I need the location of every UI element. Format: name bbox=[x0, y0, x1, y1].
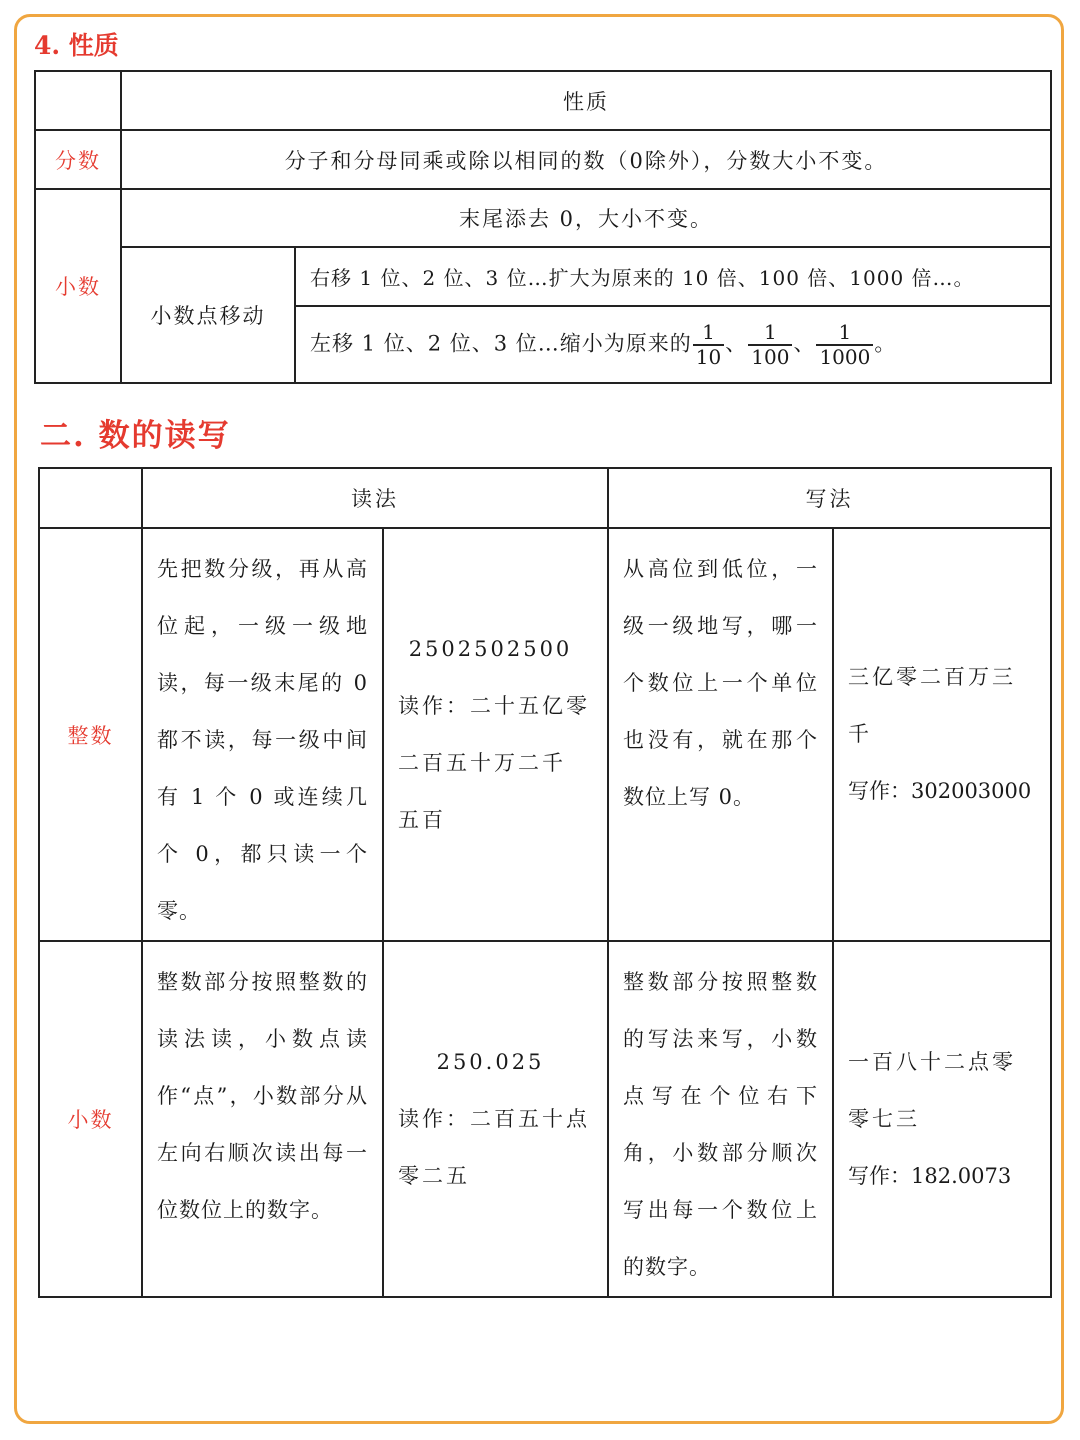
integer-write-line: 写作：302003000 bbox=[848, 779, 1032, 803]
decimal-read-line: 零二五 bbox=[398, 1163, 470, 1188]
read-write-table bbox=[38, 467, 1052, 1298]
header-empty-cell bbox=[39, 468, 142, 528]
integer-read-rule: 先把数分级，再从高位起，一级一级地读，每一级末尾的 0 都不读，每一级中间有 1 个 0 或连续几个 0，都只读一个零。 bbox=[142, 528, 383, 941]
integer-read-line: 读作：二十五亿零 bbox=[398, 693, 590, 718]
section-heading-properties: 4. 性质 bbox=[34, 31, 119, 60]
decimal-write-rule: 整数部分按照整数的写法来写，小数点写在个位右下角，小数部分顺次写出每一个数位上的数字。 bbox=[608, 941, 833, 1297]
fraction-property: 分子和分母同乘或除以相同的数（0除外），分数大小不变。 bbox=[121, 130, 1051, 189]
header-read: 读法 bbox=[142, 468, 608, 528]
move-left-text: 左移 1 位、2 位、3 位…缩小为原来的 bbox=[310, 331, 692, 355]
decimal-point-move-label: 小数点移动 bbox=[121, 247, 295, 383]
row-label-decimal: 小数 bbox=[39, 941, 142, 1297]
section-heading-read-write: 二. 数的读写 bbox=[40, 418, 231, 454]
decimal-read-example bbox=[383, 941, 608, 1297]
integer-read-example bbox=[383, 528, 608, 941]
move-left-rule: 左移 1 位、2 位、3 位…缩小为原来的 $\frac{1}{10}$ 、 $\frac{1}{100}$ 、 $\frac{1}{1000}$ 。 bbox=[295, 306, 1051, 383]
integer-example-number: 2502502500 bbox=[408, 636, 573, 661]
decimal-read-rule: 整数部分按照整数的读法读，小数点读作“点”，小数部分从左向右顺次读出每一位数位上的数字。 bbox=[142, 941, 383, 1297]
row-label-fraction: 分数 bbox=[35, 130, 121, 189]
decimal-example-number: 250.025 bbox=[436, 1049, 545, 1074]
integer-write-line: 三亿零二百万三 bbox=[848, 665, 1016, 689]
decimal-read-line: 读作：二百五十点 bbox=[398, 1106, 590, 1131]
decimal-write-line: 零七三 bbox=[848, 1106, 920, 1131]
decimal-write-line: 一百八十二点零 bbox=[848, 1049, 1016, 1074]
fraction-one-hundredth: $\frac{1}{100}$ bbox=[748, 321, 792, 369]
integer-write-line: 千 bbox=[848, 722, 872, 746]
row-label-decimal: 小数 bbox=[35, 189, 121, 383]
integer-write-rule: 从高位到低位，一级一级地写，哪一个数位上一个单位也没有，就在那个数位上写 0。 bbox=[608, 528, 833, 941]
header-write: 写法 bbox=[608, 468, 1051, 528]
fraction-one-tenth: $\frac{1}{10}$ bbox=[693, 321, 724, 369]
header-empty-cell bbox=[35, 71, 121, 130]
integer-read-line: 五百 bbox=[398, 807, 446, 832]
move-right-rule: 右移 1 位、2 位、3 位…扩大为原来的 10 倍、100 倍、1000 倍…。 bbox=[295, 247, 1051, 306]
integer-read-line: 二百五十万二千 bbox=[398, 750, 566, 775]
decimal-trailing-zero: 末尾添去 0，大小不变。 bbox=[121, 189, 1051, 247]
decimal-write-line: 写作：182.0073 bbox=[848, 1163, 1012, 1188]
header-properties: 性质 bbox=[121, 71, 1051, 130]
properties-table bbox=[34, 70, 1052, 384]
integer-write-example bbox=[833, 528, 1051, 941]
decimal-write-example bbox=[833, 941, 1051, 1297]
row-label-integer: 整数 bbox=[39, 528, 142, 941]
fraction-one-thousandth: $\frac{1}{1000}$ bbox=[816, 321, 873, 369]
